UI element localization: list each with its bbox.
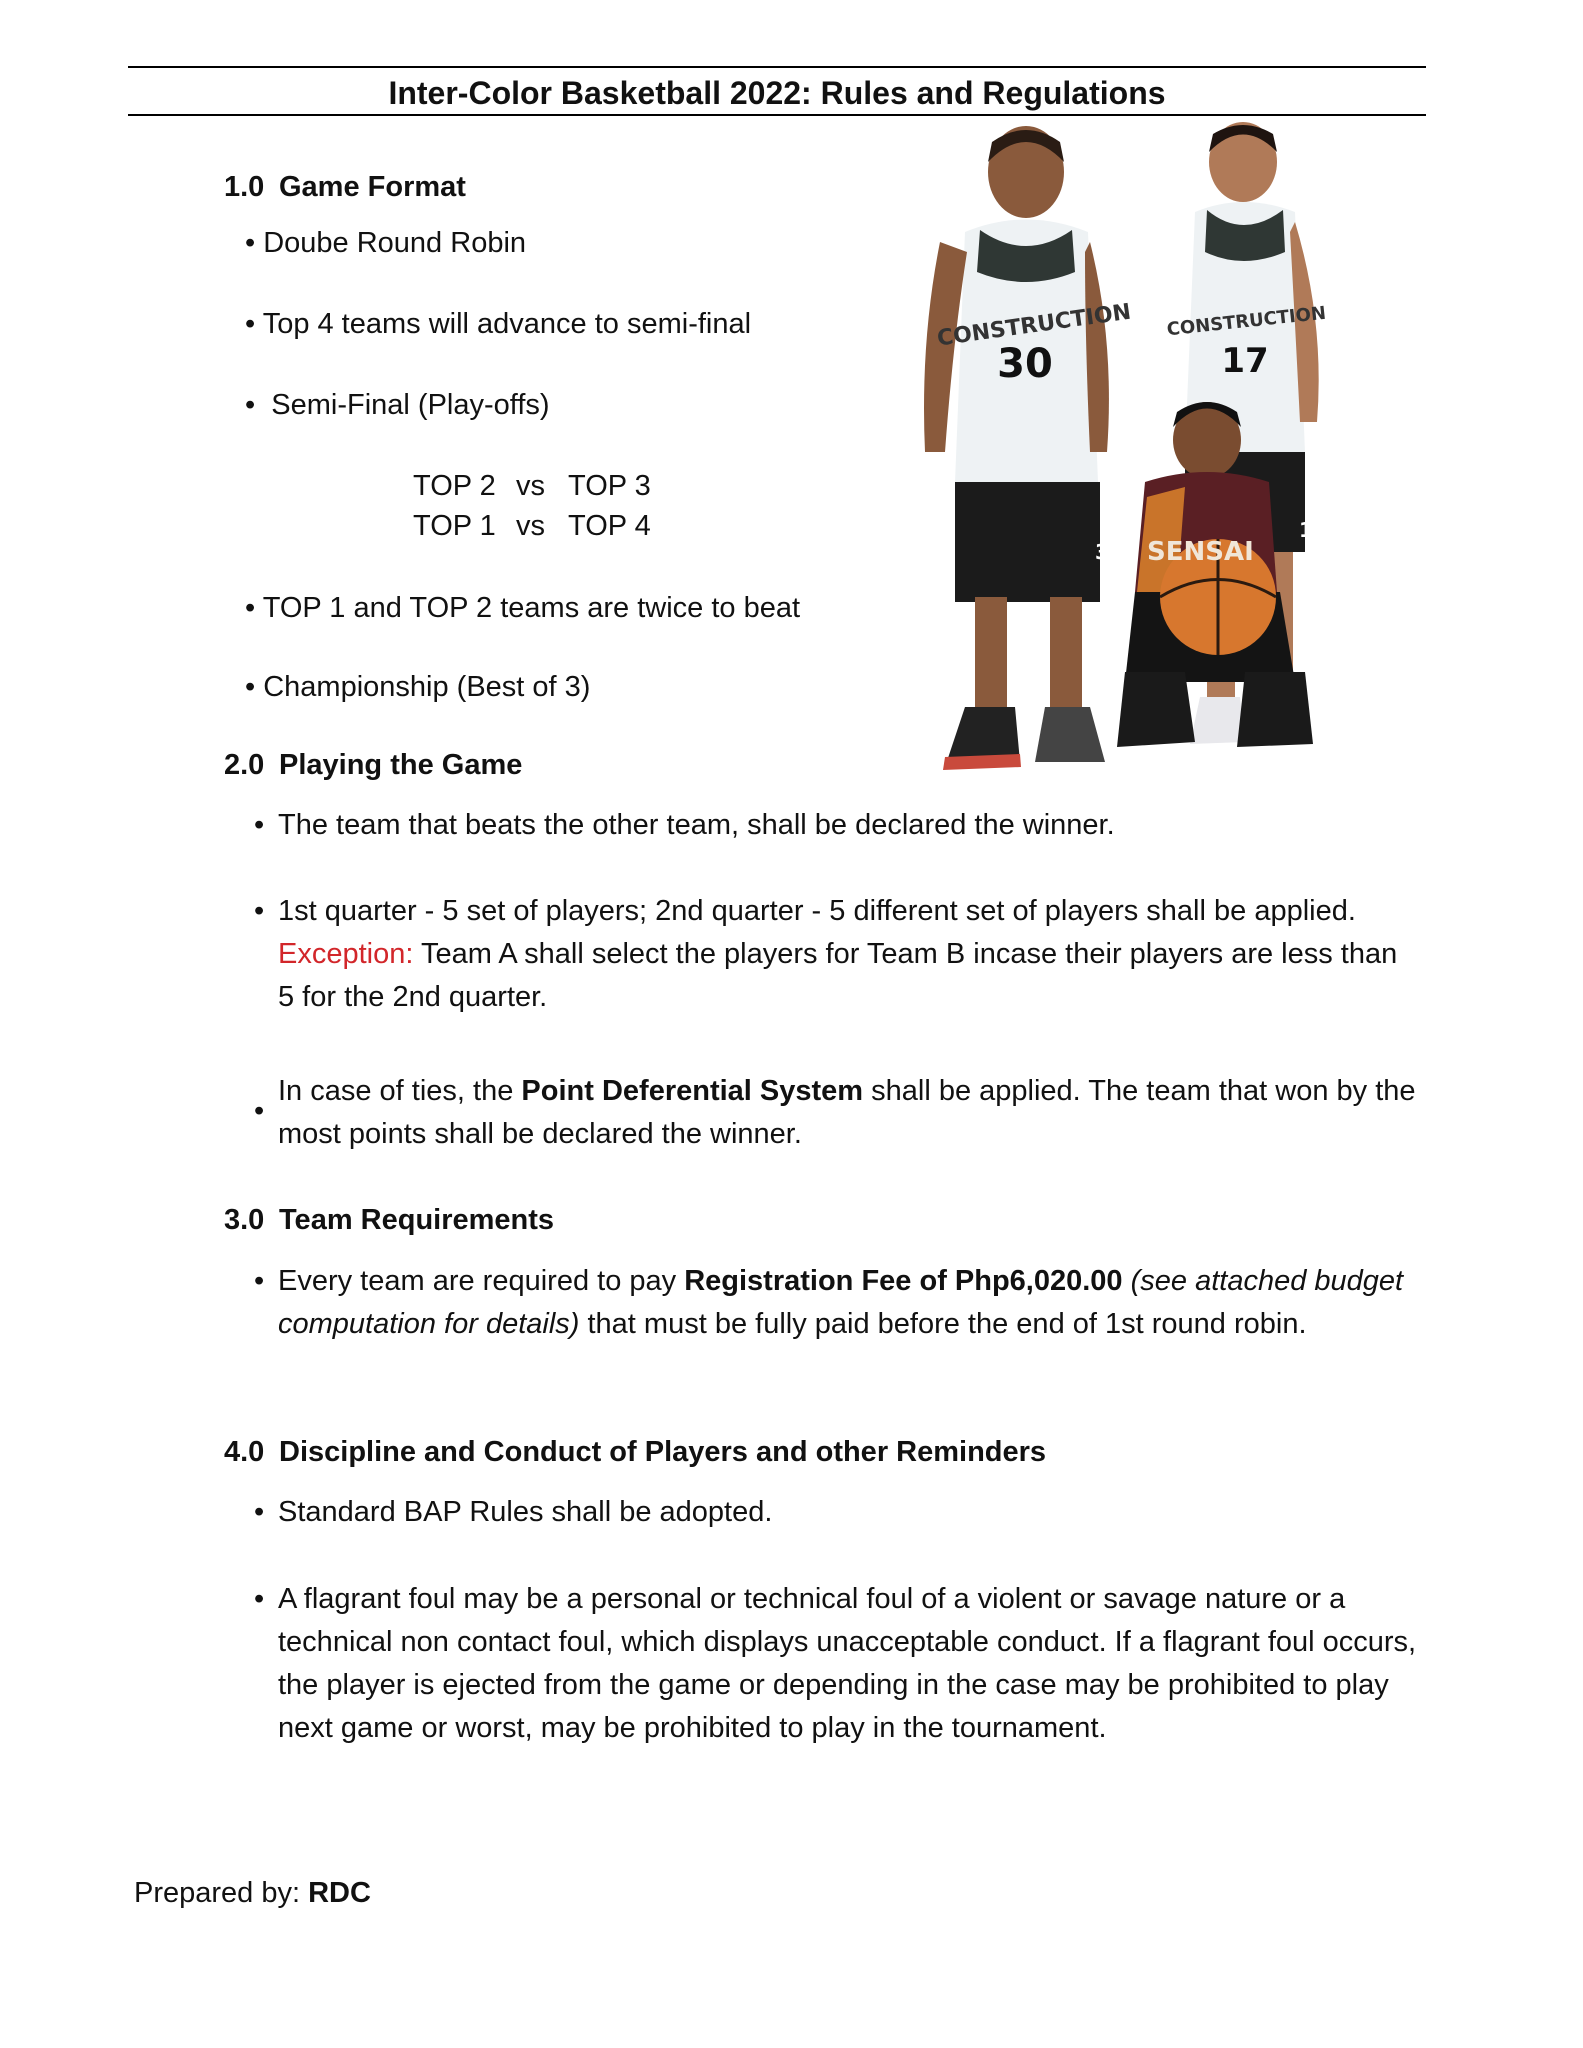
prepared-by-label: Prepared by: — [134, 1877, 309, 1909]
bullet-icon: • — [254, 895, 265, 927]
list-item: The team that beats the other team, shall be declared the winner. — [278, 809, 1115, 841]
list-item: • Championship (Best of 3) — [245, 671, 591, 703]
list-item: • Semi-Final (Play-offs) — [245, 389, 550, 421]
matchup-vs: vs — [516, 470, 545, 502]
prepared-by — [134, 1873, 371, 1913]
section-title: Game Format — [279, 171, 466, 203]
item-text: that must be fully paid before the end of 1st round robin. — [579, 1308, 1307, 1340]
list-item: A flagrant foul may be a personal or technical foul of a violent or savage nature or a technical non contact foul, which displays unacceptable conduct. If a flagrant foul occurs, the player is ejected from the game or depending in the case may be prohibited to play next game or worst, may be prohibited to play in the tournament. — [278, 1583, 1417, 1744]
item-bold-text: Registration Fee of Php6,020.00 — [684, 1265, 1123, 1297]
title-bottom-rule — [128, 114, 1426, 116]
list-item: • Top 4 teams will advance to semi-final — [245, 308, 752, 340]
title-top-rule — [128, 66, 1426, 68]
svg-text:SENSAI: SENSAI — [1147, 537, 1254, 567]
svg-text:17: 17 — [1299, 518, 1327, 542]
bullet-icon: • — [254, 1265, 265, 1297]
matchup-vs: vs — [516, 510, 545, 542]
bullet-icon: • — [254, 1496, 265, 1528]
section-number: 2.0 — [224, 749, 265, 781]
list-item — [278, 1070, 1428, 1156]
bullet-icon: • — [254, 809, 265, 841]
section-title: Playing the Game — [279, 749, 523, 781]
matchup-team-b: TOP 3 — [568, 470, 651, 502]
exception-label: Exception: — [278, 938, 414, 970]
svg-text:30: 30 — [997, 341, 1053, 387]
svg-text:CONSTRUCTION: CONSTRUCTION — [935, 299, 1133, 352]
section-4-heading — [224, 1433, 1046, 1471]
item-text: Every team are required to pay — [278, 1265, 685, 1297]
section-2-heading — [224, 746, 522, 784]
matchup-team-a: TOP 2 — [413, 470, 496, 502]
item-text: In case of ties, the — [278, 1075, 522, 1107]
players-photo — [885, 122, 1347, 782]
list-item: Standard BAP Rules shall be adopted. — [278, 1496, 773, 1528]
section-title: Team Requirements — [279, 1204, 555, 1236]
item-text: Top 4 teams will advance to semi-final — [262, 308, 752, 340]
item-text: Team A shall select the players for Team B incase their players are less than 5 for the 2nd quarter. — [278, 938, 1398, 1013]
item-bold-text: Point Deferential System — [521, 1075, 864, 1107]
prepared-by-name: RDC — [308, 1877, 371, 1909]
section-1-heading — [224, 168, 466, 206]
list-item — [278, 1260, 1428, 1346]
svg-text:17: 17 — [1221, 341, 1269, 381]
section-number: 1.0 — [224, 171, 265, 203]
item-text: 1st quarter - 5 set of players; 2nd quarter - 5 different set of players shall be applied. — [278, 895, 1356, 927]
document-title: Inter-Color Basketball 2022: Rules and Regulations — [388, 75, 1166, 111]
item-text: shall be applied. The team that won by the most points shall be declared the winner. — [278, 1075, 1416, 1150]
item-text: Semi-Final (Play-offs) — [271, 389, 550, 421]
section-3-heading — [224, 1201, 554, 1239]
item-text: TOP 1 and TOP 2 teams are twice to beat — [262, 592, 801, 624]
bullet-icon: • — [254, 1583, 265, 1615]
list-item: • Doube Round Robin — [245, 227, 527, 259]
svg-text:CONSTRUCTION: CONSTRUCTION — [1165, 302, 1328, 341]
section-title: Discipline and Conduct of Players and other Reminders — [279, 1436, 1047, 1468]
list-item — [278, 890, 1408, 1019]
section-number: 4.0 — [224, 1436, 265, 1468]
matchup-team-a: TOP 1 — [413, 510, 496, 542]
item-text: Championship (Best of 3) — [263, 671, 591, 703]
bullet-icon: • — [254, 1095, 265, 1127]
item-italic-text: (see attached budget computation for details) — [278, 1265, 1404, 1340]
players-photo-image — [885, 122, 1347, 782]
svg-text:30: 30 — [1095, 540, 1123, 564]
matchup-team-b: TOP 4 — [568, 510, 651, 542]
item-text: Doube Round Robin — [263, 227, 527, 259]
matchup-row — [413, 506, 651, 546]
list-item: • TOP 1 and TOP 2 teams are twice to beat — [245, 592, 801, 624]
section-number: 3.0 — [224, 1204, 265, 1236]
matchup-row — [413, 466, 651, 506]
